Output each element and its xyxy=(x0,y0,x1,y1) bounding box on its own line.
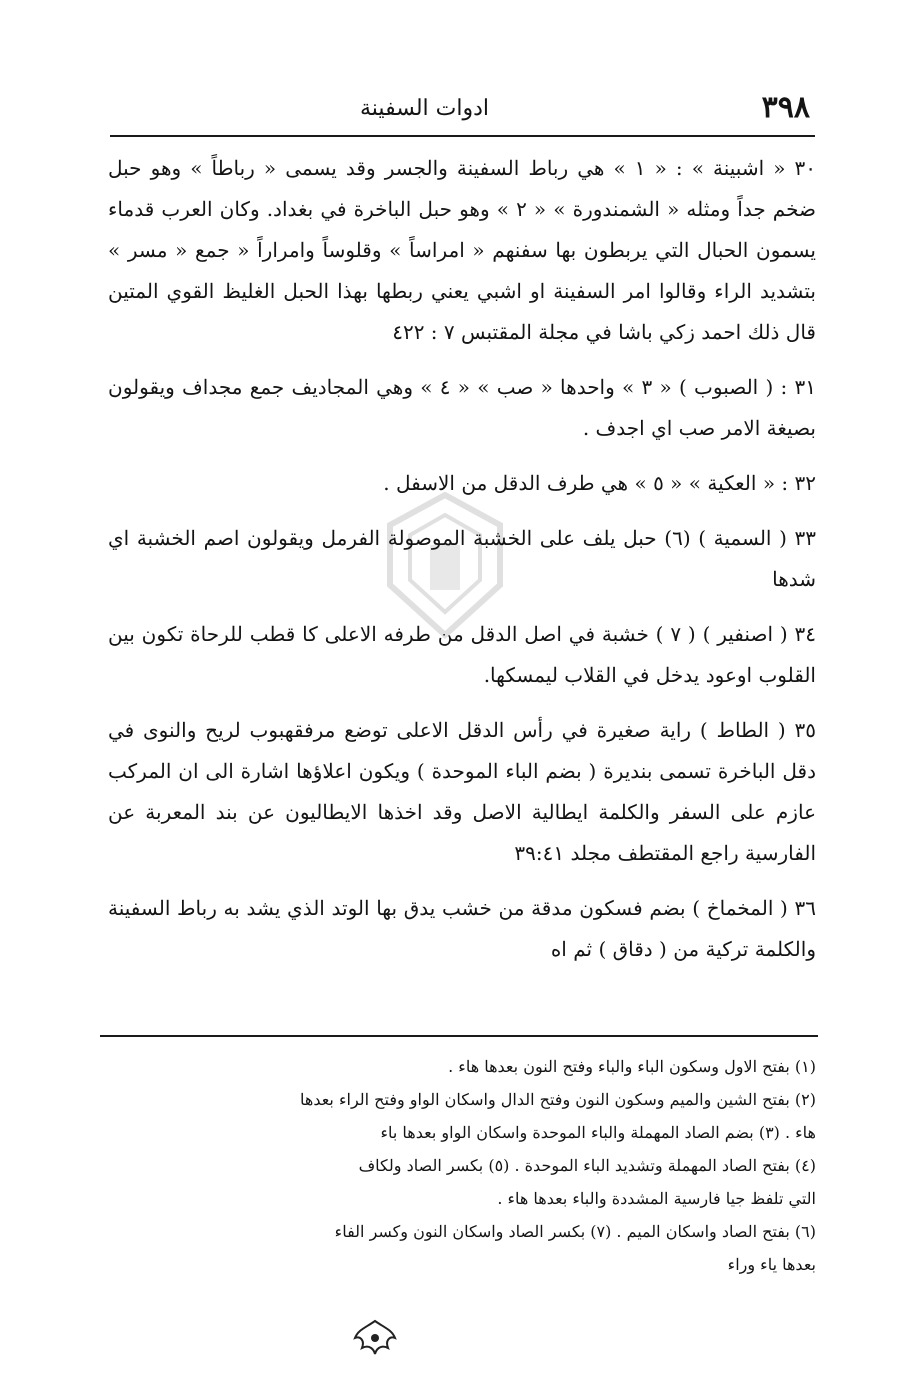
footnote-line: (١) بفتح الاول وسكون الباء والباء وفتح النون بعدها هاء . xyxy=(448,1057,816,1076)
running-title: ادوات السفينة xyxy=(360,96,489,121)
footnote-line: (٤) بفتح الصاد المهملة وتشديد الباء الموحدة . (٥) بكسر الصاد ولكاف xyxy=(358,1156,816,1175)
header-rule xyxy=(110,135,815,137)
page-number: ٣٩٨ xyxy=(761,90,810,125)
entry-33: ٣٣ ( السمية ) (٦) حبل يلف على الخشبة الموصولة الفرمل ويقولون اصم الخشبة اي شدها xyxy=(108,526,816,591)
entry-30: ٣٠ « اشبينة » : « ١ » هي رباط السفينة والجسر وقد يسمى « رباطاً » وهو حبل ضخم جداً ومثله « الشمندورة » « ٢ » وهو حبل الباخرة في بغداد. وكان العرب قدماء يسمون الحبال التي يربطون بها سفنهم « امراساً » وقلوساً وامراراً « جمع « مسر » بتشديد الراء وقالوا امر السفينة او اشبي يعني ربطها بهذا الحبل الغليظ القوي المتين قال ذلك احمد زكي باشا في مجلة المقتبس ٧ : ٤٢٢ xyxy=(108,156,817,344)
entry-35: ٣٥ ( الطاط ) راية صغيرة في رأس الدقل الاعلى توضع مرفقهبوب لريح والنوى في دقل الباخرة تسمى بنديرة ( بضم الباء الموحدة ) ويكون اعلاؤها اشارة الى ان المركب عازم على السفر والكلمة ايطالية الاصل وقد اخذها الايطاليون عن بند المعربة عن الفارسية راجع المقتطف مجلد ٣٩:٤١ xyxy=(108,718,816,865)
footnote-rule xyxy=(100,1035,818,1037)
page-body xyxy=(108,148,816,984)
footnote-line: التي تلفظ جيا فارسية المشددة والباء بعدها هاء . xyxy=(497,1189,816,1208)
footnotes xyxy=(108,1050,816,1281)
entry-34: ٣٤ ( اصنفير ) ( ٧ ) خشبة في اصل الدقل من طرفه الاعلى كا قطب للرحاة تكون بين القلوب اوعود يدخل في القلاب ليمسكها. xyxy=(108,622,816,687)
entry-36: ٣٦ ( المخماخ ) بضم فسكون مدقة من خشب يدق بها الوتد الذي يشد به رباط السفينة والكلمة تركية من ( دقاق ) ثم اه xyxy=(108,896,816,961)
footnote-line: (٦) بفتح الصاد واسكان الميم . (٧) بكسر الصاد واسكان النون وكسر الفاء xyxy=(334,1222,816,1241)
footnote-line: هاء . (٣) بضم الصاد المهملة والباء الموحدة واسكان الواو بعدها باء xyxy=(380,1123,816,1142)
page-header xyxy=(110,90,810,130)
entry-31: ٣١ : ( الصبوب ) « ٣ » واحدها « صب » « ٤ » وهي المجاديف جمع مجداف ويقولون بصيغة الامر صب اي اجدف . xyxy=(108,375,816,440)
footnote-line: بعدها ياء وراء xyxy=(727,1255,816,1274)
ornament-icon xyxy=(350,1318,400,1356)
footnote-line: (٢) بفتح الشين والميم وسكون النون وفتح الدال واسكان الواو وفتح الراء بعدها xyxy=(300,1090,816,1109)
entry-32: ٣٢ : « العكية » « ٥ » هي طرف الدقل من الاسفل . xyxy=(383,471,816,495)
